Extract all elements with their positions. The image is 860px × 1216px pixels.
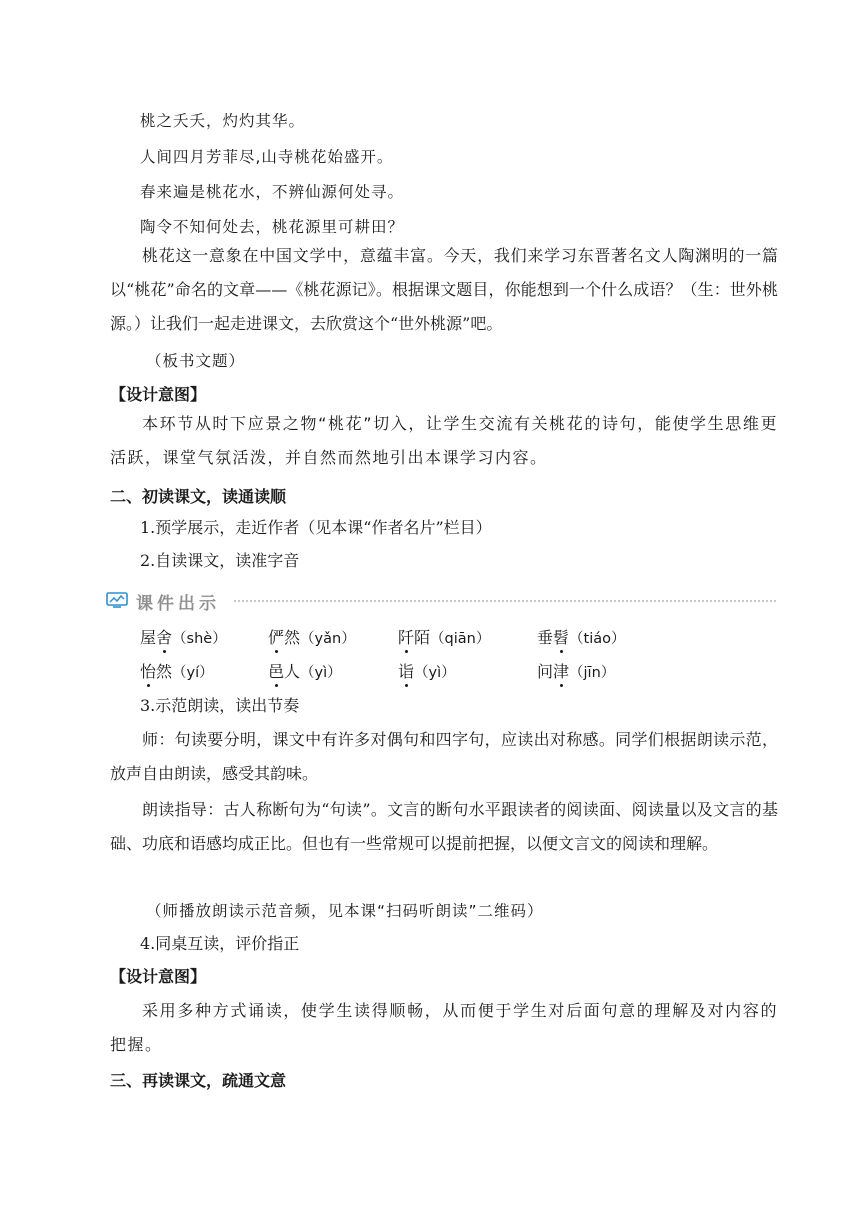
teacher-paragraph: 师：句读要分明，课文中有许多对偶句和四字句，应读出对称感。同学们根据朗读示范，放声自由朗读，感受其韵味。: [110, 730, 778, 783]
vocab-target-char: 髫: [553, 628, 570, 647]
courseware-title: 课件出示: [136, 594, 220, 614]
vocab-item: [398, 662, 456, 683]
reading-guide-paragraph: 朗读指导：古人称断句为“句读”。文言的断句水平跟读者的阅读面、阅读量以及文言的基础、功底和语感均成正比。但也有一些常规可以提前把握，以便文言文的阅读和理解。: [110, 800, 778, 853]
vocab-item: [537, 662, 615, 683]
audio-note: （师播放朗读示范音频，见本课“扫码听朗读”二维码）: [146, 902, 544, 920]
vocab-target-char: 俨: [268, 628, 285, 647]
design-intent-text-2: 采用多种方式诵读，使学生读得顺畅，从而便于学生对后面句意的理解及对内容的把握。: [110, 1001, 778, 1054]
section-3-title: 三、再读课文，疏通文意: [110, 1071, 287, 1090]
courseware-banner: [106, 588, 776, 614]
vocab-target-char: 诣: [398, 662, 415, 681]
vocab-item: [398, 628, 490, 649]
vocab-char: 陌: [414, 628, 431, 647]
poem-line-1: 桃之夭夭，灼灼其华。: [140, 112, 306, 130]
intro-paragraph: 桃花这一意象在中国文学中，意蕴丰富。今天，我们来学习东晋著名文人陶渊明的一篇以“桃花”命名的文章——《桃花源记》。根据课文题目，你能想到一个什么成语？（生：世外桃源。）让我们一起走进课文，去欣赏这个“世外桃源”吧。: [110, 246, 778, 333]
vocab-target-char: 舍: [156, 628, 173, 647]
vocab-target-char: 邑: [268, 662, 285, 681]
vocab-pinyin: （qiān）: [430, 631, 491, 647]
vocab-pinyin: （yì）: [300, 665, 342, 681]
vocab-char: 问: [537, 662, 554, 681]
vocab-pinyin: （yì）: [414, 665, 456, 681]
vocab-char: 然: [284, 628, 301, 647]
vocab-item: [140, 662, 214, 683]
vocab-target-char: 怡: [140, 662, 157, 681]
vocab-pinyin: （tiáo）: [569, 631, 626, 647]
vocab-char: 垂: [537, 628, 554, 647]
vocab-pinyin: （yí）: [172, 665, 214, 681]
vocab-target-char: 津: [553, 662, 570, 681]
vocab-target-char: 阡: [398, 628, 415, 647]
design-intent-text-1: 本环节从时下应景之物“桃花”切入，让学生交流有关桃花的诗句，能使学生思维更活跃，课堂气氛活泼，并自然而然地引出本课学习内容。: [110, 414, 778, 467]
dotted-divider: [234, 600, 776, 602]
vocab-char: 人: [284, 662, 301, 681]
vocab-item: [140, 628, 227, 649]
poem-line-3: 春来遍是桃花水，不辨仙源何处寻。: [140, 183, 405, 201]
vocab-pinyin: （shè）: [172, 631, 227, 647]
poem-line-2: 人间四月芳菲尽,山寺桃花始盛开。: [140, 148, 394, 166]
vocab-char: 屋: [140, 628, 157, 647]
section-2-title: 二、初读课文，读通读顺: [110, 487, 287, 506]
step-4: 4.同桌互读，评价指正: [140, 934, 300, 953]
vocab-pinyin: （jīn）: [569, 665, 616, 681]
design-intent-heading-2: 【设计意图】: [110, 967, 207, 986]
vocab-char: 然: [156, 662, 173, 681]
presentation-screen-icon: [106, 592, 128, 608]
step-2: 2.自读课文，读准字音: [140, 551, 300, 570]
step-3: 3.示范朗读，读出节奏: [140, 696, 300, 715]
vocab-pinyin: （yǎn）: [300, 631, 356, 647]
vocab-item: [268, 628, 356, 649]
step-1: 1.预学展示，走近作者（见本课“作者名片”栏目）: [140, 518, 492, 537]
vocab-item: [537, 628, 626, 649]
poem-line-4: 陶令不知何处去，桃花源里可耕田？: [140, 218, 405, 236]
vocab-item: [268, 662, 342, 683]
design-intent-heading-1: 【设计意图】: [110, 385, 207, 404]
board-note: （板书文题）: [146, 352, 246, 370]
